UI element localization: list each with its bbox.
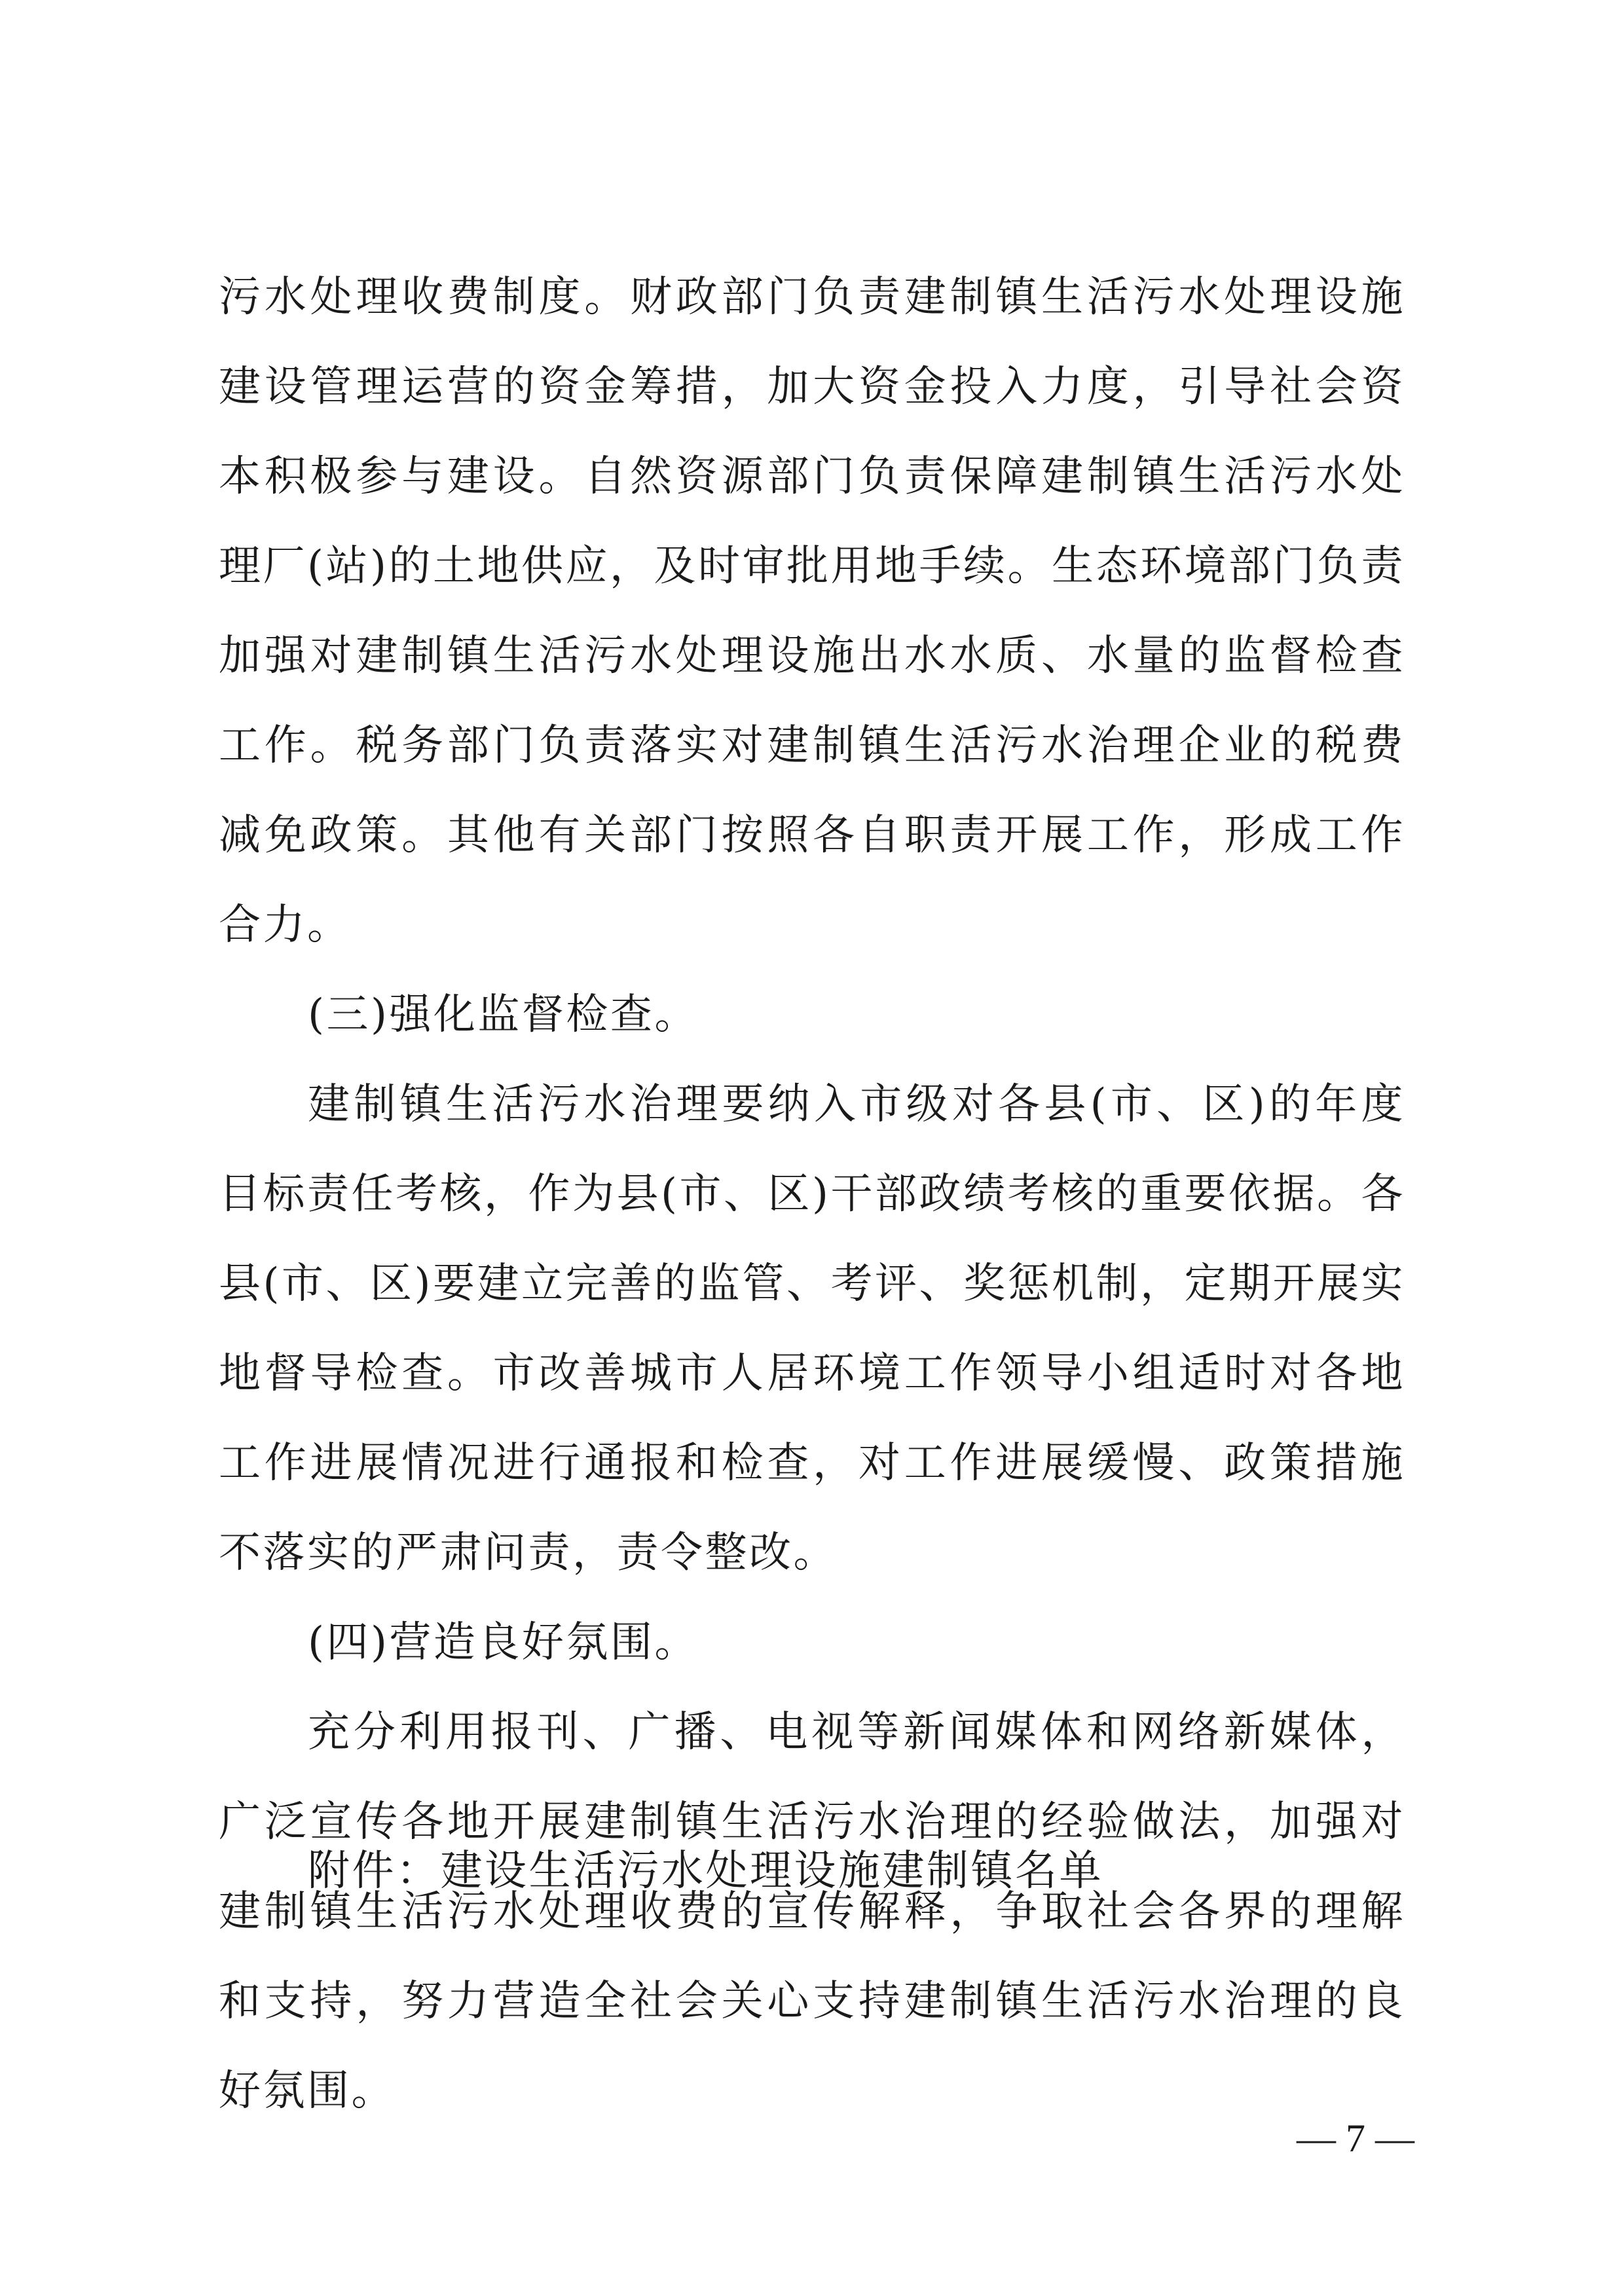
paragraph-atmosphere: 充分利用报刊、广播、电视等新闻媒体和网络新媒体，广泛宣传各地开展建制镇生活污水治理的经验做法，加强对建制镇生活污水处理收费的宣传解释，争取社会各界的理解和支持，努力营造全社会关心支持建制镇生活污水治理的良好氛围。: [219, 1708, 1405, 2115]
section-heading-atmosphere: (四)营造良好氛围。: [308, 1618, 699, 1667]
paragraph-responsibilities-continued: 污水处理收费制度。财政部门负责建制镇生活污水处理设施建设管理运营的资金筹措，加大资金投入力度，引导社会资本积极参与建设。自然资源部门负责保障建制镇生活污水处理厂(站)的土地供应，及时审批用地手续。生态环境部门负责加强对建制镇生活污水处理设施出水水质、水量的监督检查工作。税务部门负责落实对建制镇生活污水治理企业的税费减免政策。其他有关部门按照各自职责开展工作，形成工作合力。: [219, 273, 1405, 949]
section-heading-supervision: (三)强化监督检查。: [308, 991, 699, 1039]
attachment-note: 附件：建设生活污水处理设施建制镇名单: [308, 1847, 1103, 1895]
paragraph-supervision: 建制镇生活污水治理要纳入市级对各县(市、区)的年度目标责任考核，作为县(市、区)干部政绩考核的重要依据。各县(市、区)要建立完善的监管、考评、奖惩机制，定期开展实地督导检查。市改善城市人居环境工作领导小组适时对各地工作进展情况进行通报和检查，对工作进展缓慢、政策措施不落实的严肃问责，责令整改。: [219, 1080, 1405, 1577]
page-number: — 7 —: [1297, 2117, 1414, 2160]
